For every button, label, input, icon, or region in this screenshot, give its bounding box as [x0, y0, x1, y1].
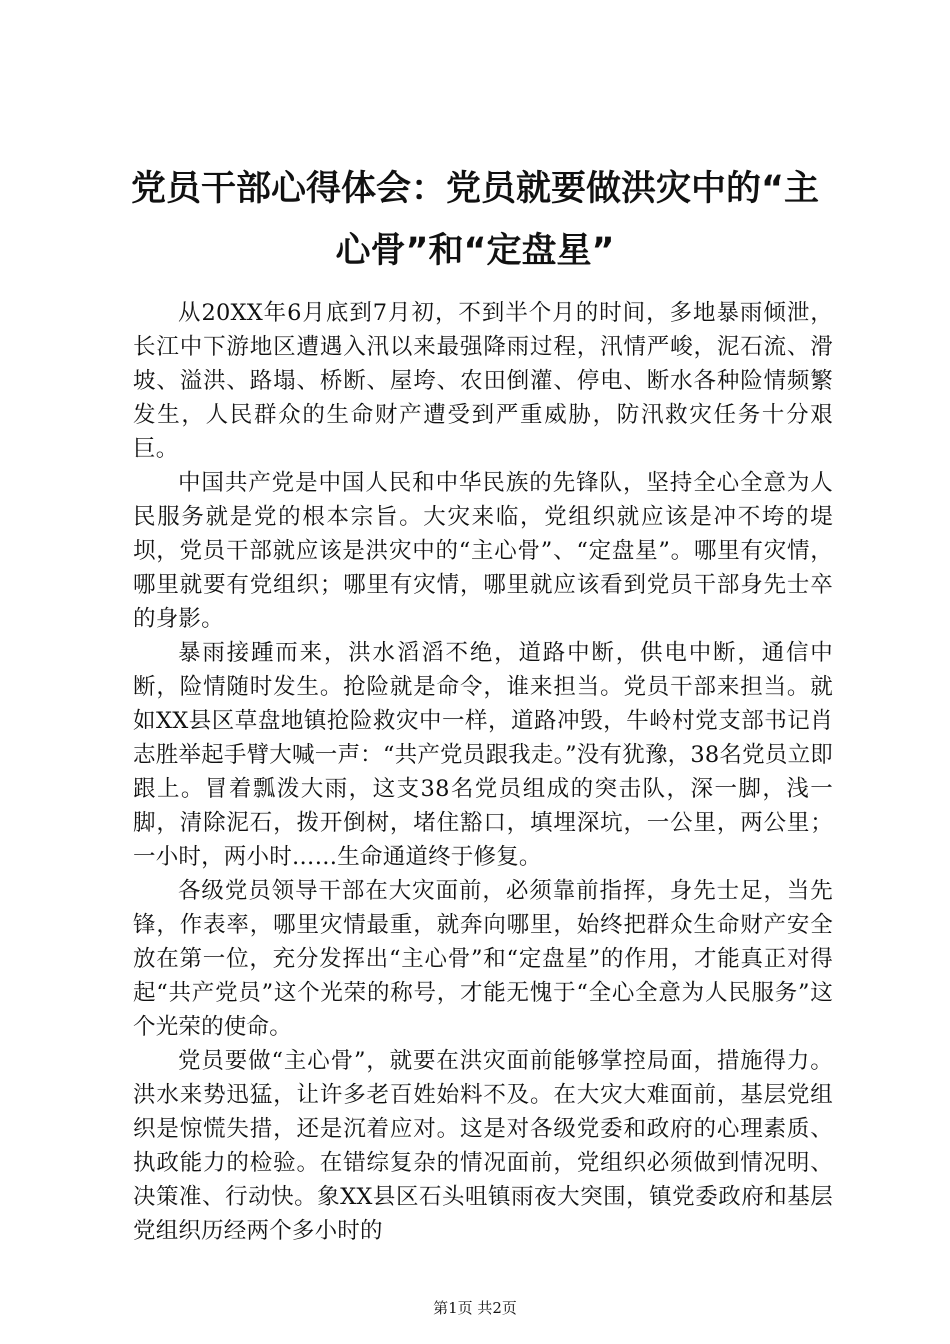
- document-title: 党员干部心得体会：党员就要做洪灾中的“主心骨”和“定盘星”: [130, 169, 819, 271]
- paragraph-5: 党员要做“主心骨”，就要在洪灾面前能够掌控局面，措施得力。洪水来势迅猛，让许多老百姓始料不及。在大灾大难面前，基层党组织是惊慌失措，还是沉着应对。这是对各级党委和政府的心理素质、执政能力的检验。在错综复杂的情况面前，党组织必须做到情况明、决策准、行动快。象XX县区石头咀镇雨夜大突围，镇党委政府和基层党组织历经两个多小时的: [133, 1048, 833, 1244]
- paragraph-2: 中国共产党是中国人民和中华民族的先锋队，坚持全心全意为人民服务就是党的根本宗旨。大灾来临，党组织就应该是冲不垮的堤坝，党员干部就应该是洪灾中的“主心骨”、“定盘星”。哪里有灾情，哪里就要有党组织；哪里有灾情，哪里就应该看到党员干部身先士卒的身影。: [133, 470, 833, 632]
- page-footer: 第1页 共2页: [433, 1299, 517, 1317]
- document-body: [133, 296, 833, 1248]
- paragraph-3: 暴雨接踵而来，洪水滔滔不绝，道路中断，供电中断，通信中断，险情随时发生。抢险就是命令，谁来担当。党员干部来担当。就如XX县区草盘地镇抢险救灾中一样，道路冲毁，牛岭村党支部书记肖志胜举起手臂大喊一声：“共产党员跟我走。”没有犹豫，38名党员立即跟上。冒着瓢泼大雨，这支38名党员组成的突击队，深一脚，浅一脚，清除泥石，拨开倒树，堵住豁口，填埋深坑，一公里，两公里；一小时，两小时……生命通道终于修复。: [133, 640, 833, 870]
- paragraph-4: 各级党员领导干部在大灾面前，必须靠前指挥，身先士足，当先锋，作表率，哪里灾情最重，就奔向哪里，始终把群众生命财产安全放在第一位，充分发挥出“主心骨”和“定盘星”的作用，才能真正对得起“共产党员”这个光荣的称号，才能无愧于“全心全意为人民服务”这个光荣的使命。: [133, 878, 833, 1040]
- paragraph-1: 从20XX年6月底到7月初，不到半个月的时间，多地暴雨倾泄，长江中下游地区遭遇入汛以来最强降雨过程，汛情严峻，泥石流、滑坡、溢洪、路塌、桥断、屋垮、农田倒灌、停电、断水各种险情频繁发生，人民群众的生命财产遭受到严重威胁，防汛救灾任务十分艰巨。: [133, 300, 833, 462]
